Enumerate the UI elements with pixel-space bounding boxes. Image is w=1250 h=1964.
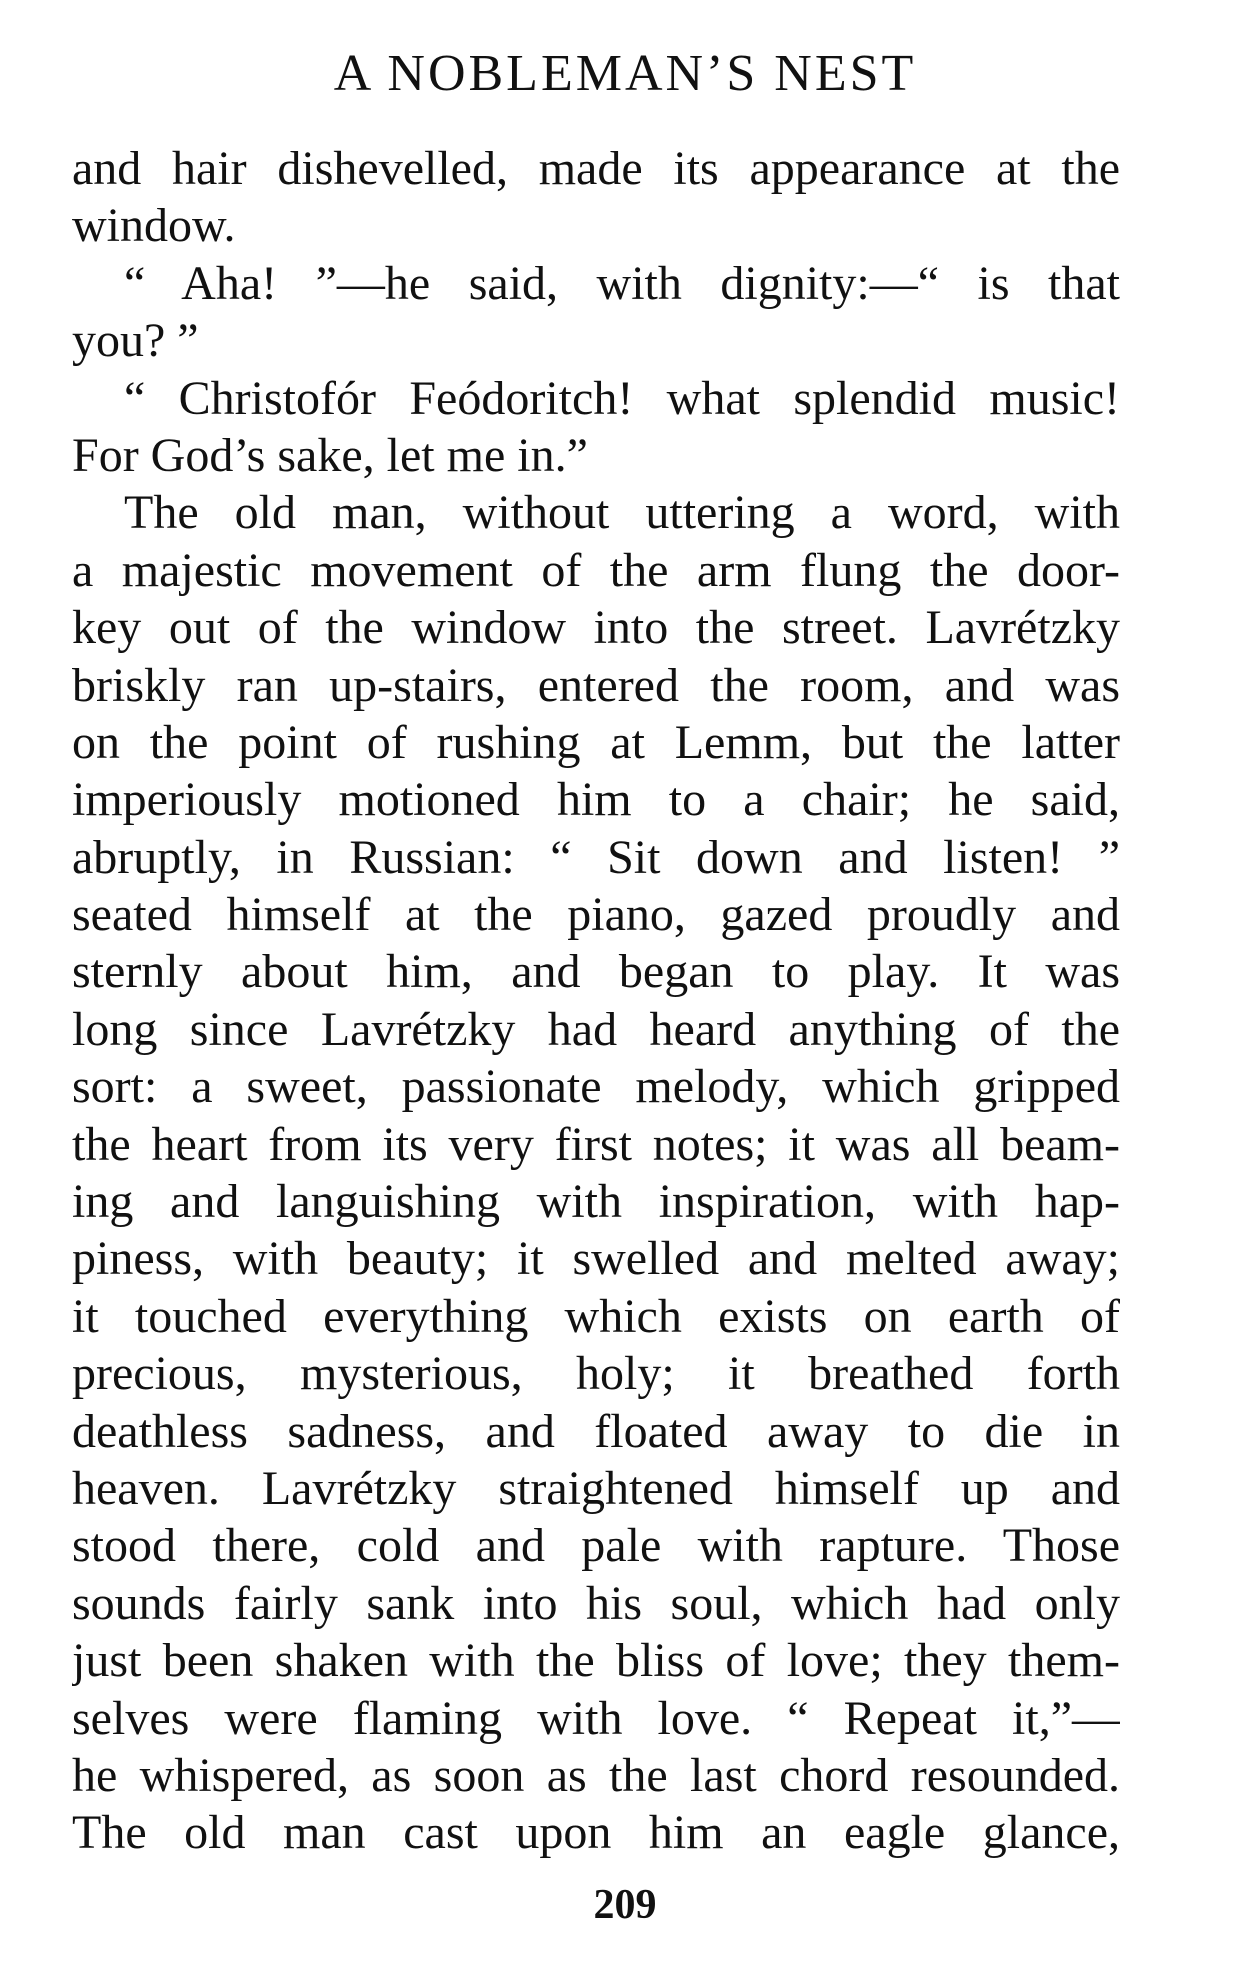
text-line: deathless sadness, and floated away to die in — [72, 1404, 1120, 1458]
text-line: you? ” — [72, 314, 199, 368]
text-line: “ Christofór Feódoritch! what splendid music! — [124, 371, 1120, 425]
text-line: sort: a sweet, passionate melody, which gripped — [72, 1060, 1120, 1114]
text-line: and hair dishevelled, made its appearance at the — [72, 142, 1120, 195]
text-line: just been shaken with the bliss of love; they them- — [72, 1634, 1120, 1688]
text-line: heaven. Lavrétzky straightened himself up and — [72, 1461, 1120, 1515]
text-line: For God’s sake, let me in.” — [72, 428, 588, 482]
text-line: on the point of rushing at Lemm, but the latter — [72, 715, 1120, 769]
text-line: sternly about him, and began to play. It was — [72, 945, 1120, 999]
text-line: he whispered, as soon as the last chord resounded. — [72, 1748, 1120, 1802]
text-line: sounds fairly sank into his soul, which had only — [72, 1576, 1120, 1630]
text-line: imperiously motioned him to a chair; he said, — [72, 773, 1120, 827]
text-line: ing and languishing with inspiration, with hap- — [72, 1175, 1120, 1229]
page-number: 209 — [593, 1882, 657, 1928]
text-line: key out of the window into the street. Lavrétzky — [72, 601, 1120, 655]
text-line: piness, with beauty; it swelled and melted away; — [72, 1232, 1120, 1286]
text-line: a majestic movement of the arm flung the door- — [72, 543, 1120, 597]
text-line: abruptly, in Russian: “ Sit down and listen! ” — [72, 830, 1120, 884]
text-line: seated himself at the piano, gazed proudly and — [72, 888, 1120, 942]
text-line: The old man cast upon him an eagle glance, — [72, 1806, 1120, 1860]
text-line: “ Aha! ”—he said, with dignity:—“ is that — [124, 256, 1120, 310]
text-line: stood there, cold and pale with rapture. Those — [72, 1519, 1120, 1573]
text-line: it touched everything which exists on earth of — [72, 1289, 1120, 1343]
text-line: the heart from its very first notes; it was all beam- — [72, 1117, 1120, 1171]
text-line: precious, mysterious, holy; it breathed forth — [72, 1347, 1120, 1401]
running-head: A NOBLEMAN’S NEST — [333, 45, 917, 102]
text-line: window. — [72, 199, 236, 253]
body-text — [72, 140, 1120, 1862]
text-line: briskly ran up-stairs, entered the room, and was — [72, 658, 1120, 712]
text-line: selves were flaming with love. “ Repeat it,”— — [72, 1691, 1120, 1745]
text-line: long since Lavrétzky had heard anything of the — [72, 1002, 1120, 1056]
text-line: The old man, without uttering a word, with — [124, 486, 1120, 540]
